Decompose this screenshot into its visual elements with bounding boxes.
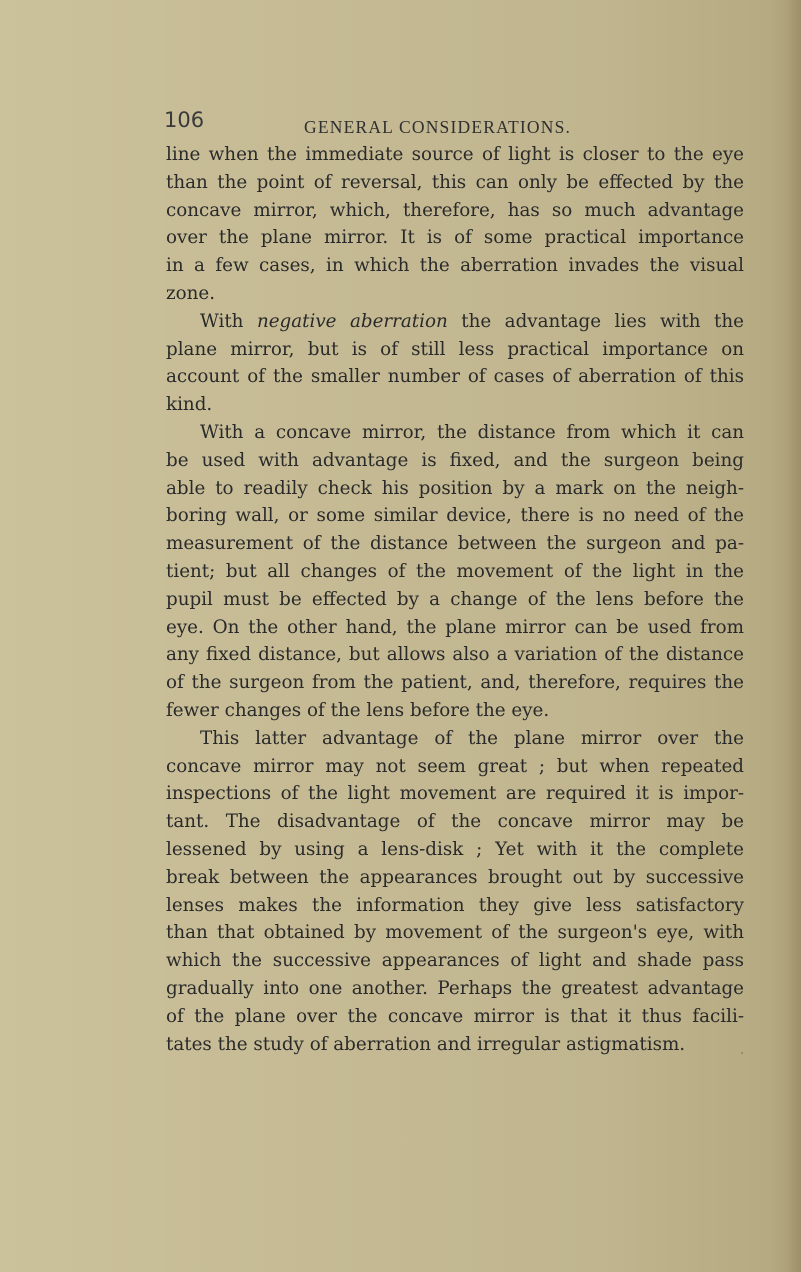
text-line: pupil must be effected by a change of the lens before the [166,588,744,610]
paragraph-3 [166,419,744,725]
text-line: of the plane over the concave mirror is that it thus facili- [166,1005,744,1027]
text-line: concave mirror may not seem great ; but when repeated [166,755,744,777]
text-run: With [200,310,257,332]
text-line: which the successive appearances of light and shade pass [166,950,744,972]
text-line: account of the smaller number of cases of aberration of this [166,366,744,388]
text-line: With a concave mirror, the distance from which it can [200,421,744,443]
text-run: the advantage lies with the [447,310,744,332]
paragraph-1 [166,141,744,308]
text-line: inspections of the light movement are required it is impor- [166,783,744,805]
text-line: than the point of reversal, this can only be effected by the [166,171,744,193]
text-line: break between the appearances brought out by successive [166,866,744,888]
text-line: boring wall, or some similar device, there is no need of the [166,505,744,527]
text-line: gradually into one another. Perhaps the greatest advantage [166,977,744,999]
text-line: This latter advantage of the plane mirror over the [200,727,744,749]
text-line: tient; but all changes of the movement of the light in the [166,560,744,582]
text-line: concave mirror, which, therefore, has so much advantage [166,199,744,221]
text-line: be used with advantage is fixed, and the surgeon being [166,449,744,471]
paper-speck [741,1052,743,1054]
text-line: any fixed distance, but allows also a variation of the distance [166,644,744,666]
text-line: in a few cases, in which the aberration invades the visual [166,255,744,277]
paragraph-2 [166,308,744,419]
italic-term: negative aberration [256,310,448,332]
text-line [166,308,744,336]
page-header [0,104,801,138]
text-line: fewer changes of the lens before the eye. [166,699,550,721]
text-line: tant. The disadvantage of the concave mirror may be [166,811,744,833]
text-line: eye. On the other hand, the plane mirror can be used from [166,616,744,638]
text-line: zone. [166,282,216,304]
text-line: plane mirror, but is of still less practical importance on [166,338,744,360]
text-line: of the surgeon from the patient, and, therefore, requires the [166,672,744,694]
text-line: lessened by using a lens-disk ; Yet with it the complete [166,838,744,860]
text-line: lenses makes the information they give less satisfactory [166,894,744,916]
text-line: able to readily check his position by a mark on the neigh- [166,477,744,499]
text-line: measurement of the distance between the surgeon and pa- [166,533,744,555]
body-text [166,141,744,1058]
page-number: 106 [164,108,205,132]
text-line: line when the immediate source of light is closer to the eye [166,144,744,165]
text-line: than that obtained by movement of the surgeon's eye, with [166,922,744,944]
text-line: over the plane mirror. It is of some practical importance [166,227,744,249]
text-line: tates the study of aberration and irregular astigmatism. [166,1033,686,1055]
paragraph-4 [166,725,744,1059]
text-line: kind. [166,394,213,416]
running-head: GENERAL CONSIDERATIONS. [304,117,572,137]
